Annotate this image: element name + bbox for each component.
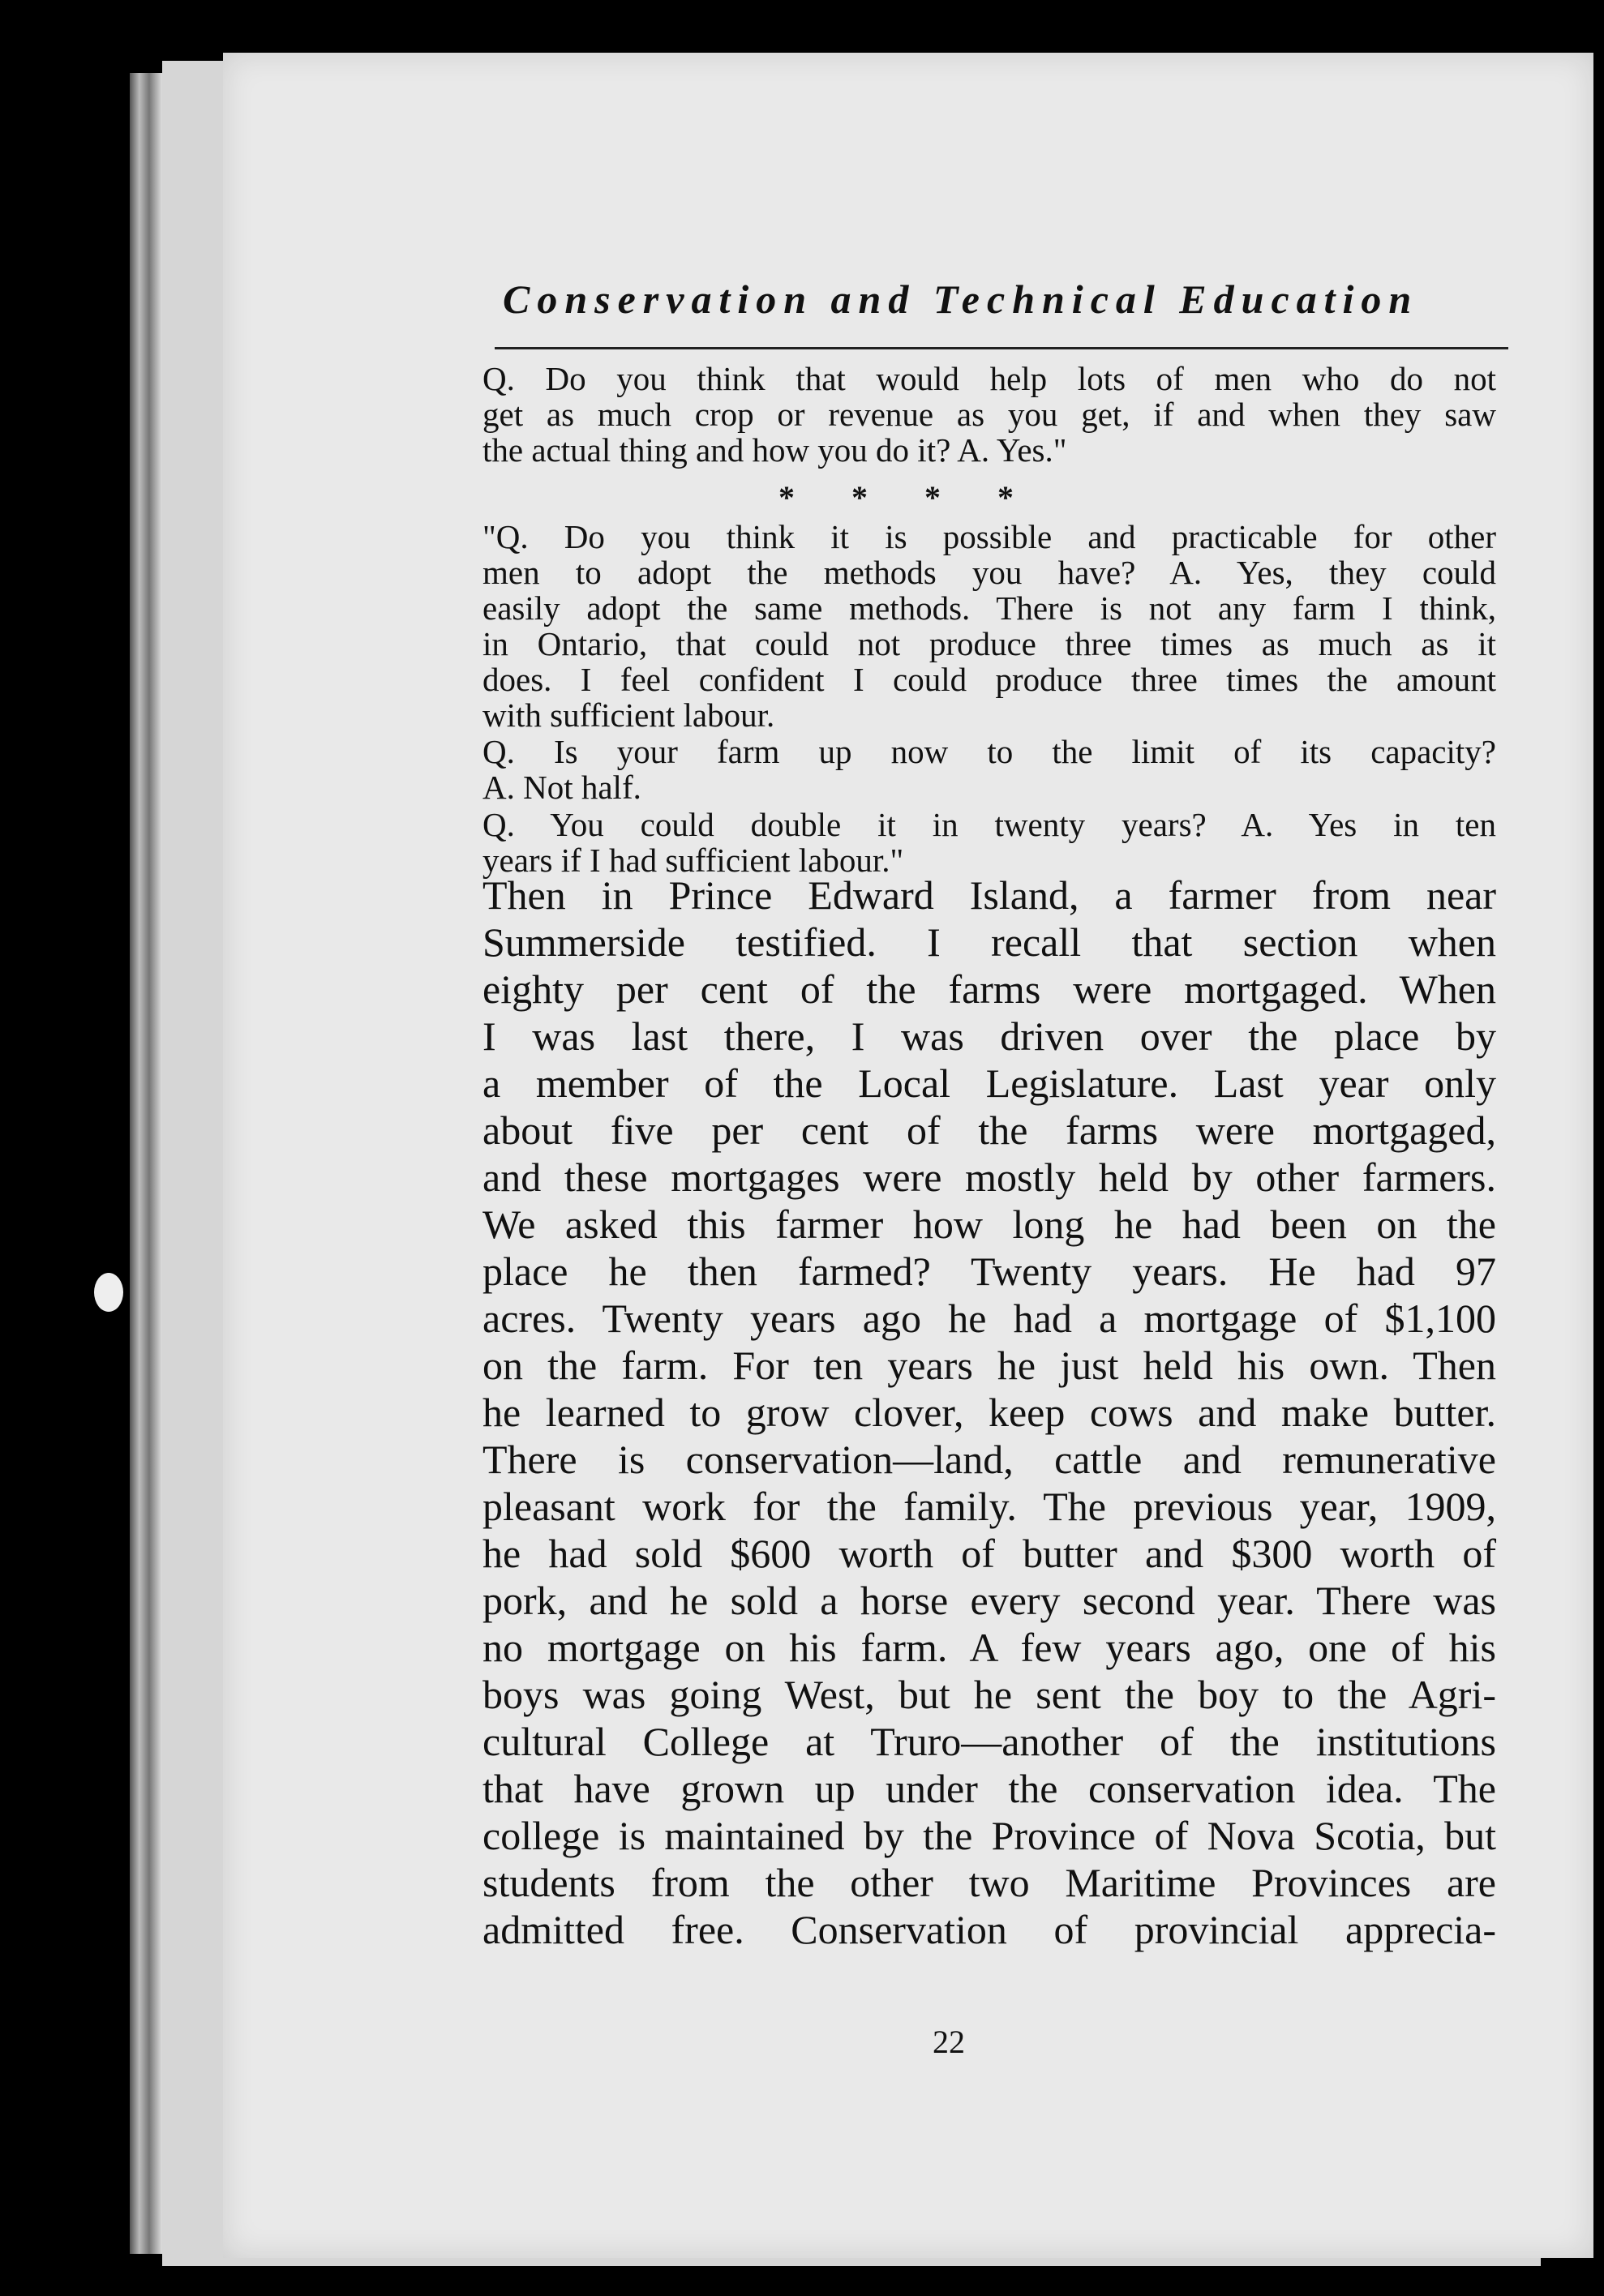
text-line: Q. Is your farm up now to the limit of its capacity? [482, 733, 1496, 770]
page-number: 22 [933, 2024, 965, 2060]
text-line: does. I feel confident I could produce three times the amount [482, 661, 1496, 698]
scan-edge-mark [94, 1273, 123, 1312]
body-line: about five per cent of the farms were mortgaged, [482, 1107, 1496, 1153]
text-line: get as much crop or revenue as you get, if and when they saw [482, 396, 1496, 433]
body-line: college is maintained by the Province of Nova Scotia, but [482, 1813, 1496, 1858]
text-line: with sufficient labour. [482, 696, 775, 734]
text-line: Q. Do you think that would help lots of men who do not [482, 360, 1496, 397]
text-line: the actual thing and how you do it? A. Yes." [482, 431, 1067, 469]
body-line: pork, and he sold a horse every second year. There was [482, 1578, 1496, 1623]
body-line: that have grown up under the conservation idea. The [482, 1766, 1496, 1811]
body-line: he had sold $600 worth of butter and $300 worth of [482, 1531, 1496, 1576]
quote-block-1 [482, 361, 1496, 468]
body-line: students from the other two Maritime Provinces are [482, 1860, 1496, 1905]
body-line: cultural College at Truro—another of the institutions [482, 1719, 1496, 1764]
body-line: and these mortgages were mostly held by other farmers. [482, 1154, 1496, 1200]
body-line: eighty per cent of the farms were mortgaged. When [482, 966, 1496, 1012]
body-line: a member of the Local Legislature. Last year only [482, 1060, 1496, 1106]
body-line: acres. Twenty years ago he had a mortgage of $1,100 [482, 1296, 1496, 1341]
body-line: he learned to grow clover, keep cows and make butter. [482, 1390, 1496, 1435]
body-line: There is conservation—land, cattle and remunerative [482, 1437, 1496, 1482]
body-line: I was last there, I was driven over the place by [482, 1013, 1496, 1059]
text-line: easily adopt the same methods. There is not any farm I think, [482, 589, 1496, 627]
text-line: in Ontario, that could not produce three times as much as it [482, 625, 1496, 662]
body-line: no mortgage on his farm. A few years ago, one of his [482, 1625, 1496, 1670]
quote-block-4 [482, 807, 1496, 878]
body-line: Then in Prince Edward Island, a farmer from near [482, 872, 1496, 918]
body-paragraph [482, 872, 1496, 1953]
body-line: admitted free. Conservation of provincial apprecia- [482, 1907, 1496, 1952]
text-line: A. Not half. [482, 769, 641, 806]
text-line: Q. You could double it in twenty years? A. Yes in ten [482, 806, 1496, 843]
book-binding-edge [130, 73, 162, 2254]
text-line: "Q. Do you think it is possible and practicable for other [482, 518, 1496, 555]
body-line: pleasant work for the family. The previous year, 1909, [482, 1484, 1496, 1529]
text-line: men to adopt the methods you have? A. Yes, they could [482, 554, 1496, 591]
running-header: Conservation and Technical Education [503, 276, 1419, 322]
header-rule [495, 347, 1508, 349]
body-line: place he then farmed? Twenty years. He had 97 [482, 1249, 1496, 1294]
text-line: years if I had sufficient labour." [482, 842, 904, 879]
section-separator: * * * * [778, 479, 1038, 516]
body-line: boys was going West, but he sent the boy to the Agri- [482, 1672, 1496, 1717]
body-line: on the farm. For ten years he just held his own. Then [482, 1343, 1496, 1388]
body-line: We asked this farmer how long he had been on the [482, 1202, 1496, 1247]
quote-block-2 [482, 519, 1496, 733]
body-line: Summerside testified. I recall that section when [482, 919, 1496, 965]
quote-block-3 [482, 734, 1496, 805]
